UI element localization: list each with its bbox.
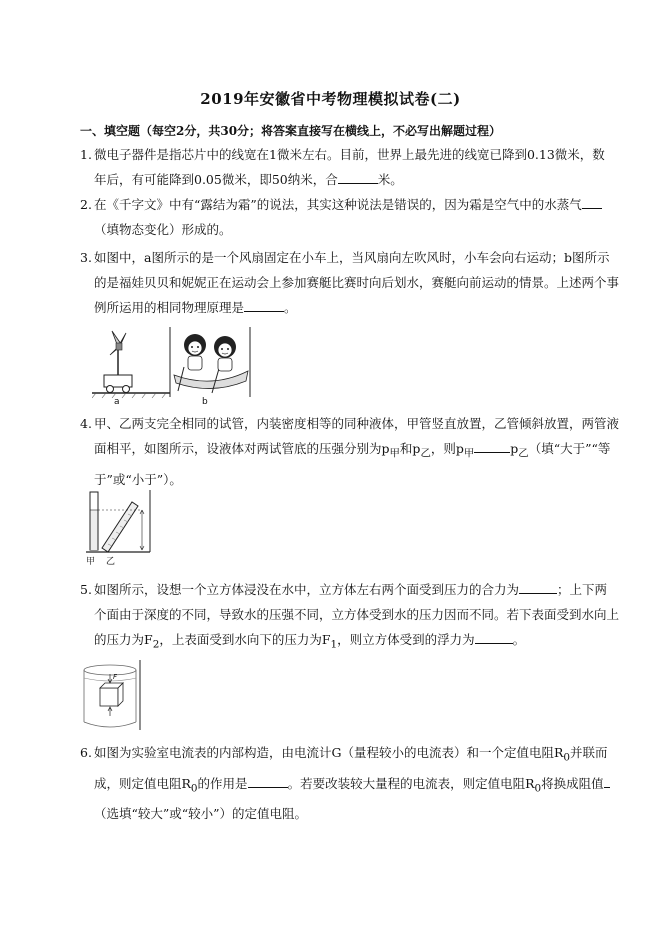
question-text: 的是福娃贝贝和妮妮正在运动会上参加赛艇比赛时向后划水，赛艇向前运动的情景。上述两个事 xyxy=(94,275,620,290)
question-text: 和p xyxy=(399,441,421,456)
question-text: 甲、乙两支完全相同的试管，内装密度相等的同种液体，甲管竖直放置，乙管倾斜放置，两管液 xyxy=(94,416,620,431)
question-text: 将换成阻值 xyxy=(541,775,604,791)
question-text: 如图为实验室电流表的内部构造，由电流计G（量程较小的电流表）和一个定值电阻R xyxy=(94,745,564,760)
rowing-mascots-illustration xyxy=(174,334,248,393)
answer-blank[interactable] xyxy=(248,773,288,788)
question-text: 的作用是 xyxy=(197,775,248,791)
subscript: 0 xyxy=(563,751,571,764)
subscript: 乙 xyxy=(420,447,431,460)
question-text: 。 xyxy=(284,300,297,315)
vertical-test-tube xyxy=(90,492,98,550)
question-text: 在《千字文》中有“露结为霜”的说法，其实这种说法是错误的，因为霜是空气中的水蒸气 xyxy=(94,197,582,212)
question-2 xyxy=(80,192,600,242)
subscript: 0 xyxy=(534,782,542,794)
question-4 xyxy=(80,411,620,492)
question-text: 如图中，a图所示的是一个风扇固定在小车上，当风扇向左吹风时，小车会向右运动；b图所示 xyxy=(94,250,610,265)
subscript: 2 xyxy=(152,638,160,651)
submerged-cube-figure xyxy=(80,660,142,732)
subscript: 1 xyxy=(330,638,338,651)
question-text: ，则立方体受到的浮力为 xyxy=(337,632,475,647)
section-heading: 一、填空题（每空2分，共30分；将答案直接写在横线上，不必写出解题过程） xyxy=(80,124,502,138)
subscript: 甲 xyxy=(389,447,400,460)
figure-label-a: a xyxy=(114,397,120,405)
force-label: F xyxy=(113,673,118,681)
question-text: 如图所示，设想一个立方体浸没在水中，立方体左右两个面受到压力的合力为 xyxy=(94,582,520,597)
answer-blank[interactable] xyxy=(338,169,378,184)
question-text: （选填“较大”或“较小”）的定值电阻。 xyxy=(94,806,308,821)
question-number: 3. xyxy=(80,250,92,265)
question-text: 面相平，如图所示，设液体对两试管底的压强分别为p xyxy=(94,441,390,456)
question-text: ；上下两 xyxy=(557,582,608,597)
question-text: 例所运用的相同物理原理是 xyxy=(94,300,245,315)
answer-blank[interactable] xyxy=(244,297,284,312)
figure-label-b: b xyxy=(202,397,208,405)
question-text: （填物态变化）形成的。 xyxy=(94,222,232,237)
test-tubes-figure xyxy=(84,488,152,568)
question-text: ，上表面受到水向下的压力为F xyxy=(159,632,331,647)
fan-cart-illustration xyxy=(92,331,170,398)
question-text: 个面由于深度的不同，导致水的压强不同，立方体受到水的压力因而不同。若下表面受到水向上 xyxy=(94,607,620,622)
page-title: 2019年安徽省中考物理模拟试卷(二) xyxy=(200,90,461,108)
question-number: 6. xyxy=(80,745,92,760)
figure-label-yi: 乙 xyxy=(106,557,116,567)
answer-blank[interactable] xyxy=(519,579,557,594)
subscript: 乙 xyxy=(518,447,529,460)
subscript: 0 xyxy=(190,782,198,794)
question-1 xyxy=(80,142,605,192)
question-text: ，则p xyxy=(430,441,464,456)
question-text: 米。 xyxy=(377,172,403,187)
question-6 xyxy=(80,740,608,826)
answer-blank[interactable] xyxy=(582,194,602,209)
question-text: 年后，有可能降到0.05微米，即50纳米，合 xyxy=(94,172,338,187)
figure-label-jia: 甲 xyxy=(86,557,96,567)
question-text: 成，则定值电阻R xyxy=(94,775,191,791)
question-5 xyxy=(80,577,620,658)
answer-blank[interactable] xyxy=(474,438,510,453)
question-text: 并联而 xyxy=(570,745,608,760)
submerged-cube xyxy=(100,683,123,706)
subscript: 甲 xyxy=(463,447,475,460)
question-text: 于”或“小于”）。 xyxy=(94,471,182,487)
tilted-test-tube xyxy=(102,502,138,552)
answer-blank[interactable] xyxy=(604,773,610,788)
answer-blank[interactable] xyxy=(475,629,513,644)
question-text: 微电子器件是指芯片中的线宽在1微米左右。目前，世界上最先进的线宽已降到0.13微米，数 xyxy=(94,147,605,162)
question-text: p xyxy=(510,441,519,456)
question-number: 1. xyxy=(80,147,92,162)
question-text: 。 xyxy=(512,632,526,647)
fan-cart-and-rowing-figure xyxy=(92,325,252,405)
question-number: 4. xyxy=(80,416,92,431)
question-text: 的压力为F xyxy=(94,632,153,647)
question-number: 5. xyxy=(80,582,92,597)
question-text: 。若要改装较大量程的电流表，则定值电阻R xyxy=(287,775,535,791)
question-3 xyxy=(80,245,620,320)
question-text: （填“大于”“等 xyxy=(528,441,611,456)
question-number: 2. xyxy=(80,197,92,212)
